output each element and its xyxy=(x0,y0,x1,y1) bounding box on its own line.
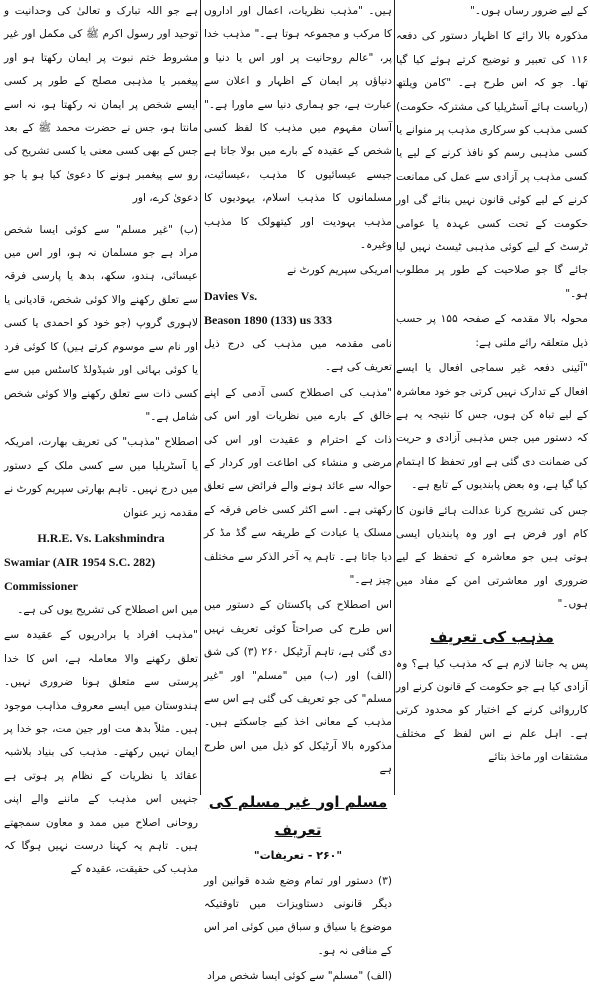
column-divider xyxy=(394,0,395,795)
quote-paragraph: "مذہب افراد یا برادریوں کے عقیدہ سے تعلق رکھنے والا معاملہ ہے، اس کا خدا پرستی سے متعلق ہونا ضروری نہیں۔ ہندوستان میں ایسے معروف مذاہب موجود ہیں۔ مثلاً بدھ مت اور جین مت، جو خدا پر ایمان نہیں رکھتے۔ مذہب کی بنیاد بلاشبہ عقائد یا نظریات کے نظام پر ہوتی ہے جنہیں اس مذہب کے ماننے والے اپنی روحانی اصلاح میں ممد و معاون سمجھتے ہیں۔ تاہم یہ کہنا درست نہیں ہوگا کہ مذہب کی حقیقت، عقیدہ کے xyxy=(4,629,198,876)
quote-paragraph: "آئینی دفعہ غیر سماجی افعال یا ایسے افعال کے تدارک نہیں کرتی جو خود معاشرہ کے لیے تباہ کن ہوں، جس کا نتیجہ یہ ہے کہ دستور میں جس مذہبی آزادی و حریت کی ضمانت دی گئی ہے اور تحفظ کا اہتمام کیا گیا ہے، وہ بعض پابندیوں کے تابع ہے۔ xyxy=(396,362,588,492)
case-citation: Swamiar (AIR 1954 S.C. 282) xyxy=(4,554,156,569)
paragraph: ہے جو اللہ تبارک و تعالیٰ کی وحدانیت و توحید اور رسول اکرم ﷺ کی مکمل اور غیر مشروط ختم نبوت پر ایمان رکھتا ہو اور پیغمبر یا مذہبی مصلح کے طور پر کسی ایسے شخص پر ایمان نہ رکھتا ہو، نہ اسے مانتا ہو، جس نے حضرت محمد ﷺ کے بعد جس کے بھی کسی معنی یا کسی تشریح کی رو سے پیغمبر ہونے کا دعویٰ کیا ہو یا جو دعویٰ کرے، اور xyxy=(4,5,198,205)
paragraph: نامی مقدمہ میں مذہب کی درج ذیل تعریف کی ہے۔ xyxy=(204,337,392,374)
paragraph: (الف) "مسلم" سے کوئی ایسا شخص مراد xyxy=(207,970,392,983)
quote-paragraph: "مذہب کی اصطلاح کسی آدمی کے اپنے خالق کے بارے میں نظریات اور اس کی ذات کے احترام و عقیدت اور اس کی مرضی و منشاء کی اطاعت اور کردار کے حوالہ سے عائد ہونے والے فرائض سے تعلق رکھتی ہے۔ اسے اکثر کسی خاص فرقہ کے مسلک یا عبادت کے طریقہ سے گڈ مڈ کر دیا جاتا ہے۔ تاہم یہ آخر الذکر سے مختلف چیز ہے۔" xyxy=(204,386,392,586)
left-column xyxy=(4,0,198,876)
section-heading: مسلم اور غیر مسلم کی تعریف xyxy=(208,792,388,839)
middle-column xyxy=(204,0,392,983)
case-citation: Davies Vs. xyxy=(204,288,258,303)
paragraph: امریکی سپریم کورٹ نے xyxy=(287,264,392,277)
paragraph: محولہ بالا مقدمہ کے صفحہ ۱۵۵ پر حسب ذیل متعلقہ رائے ملتی ہے: xyxy=(396,313,588,349)
paragraph: مذکورہ بالا رائے کا اظہار دستور کی دفعہ ۱۱۶ کی تعبیر و توضیح کرتے ہوئے کیا گیا تھا۔ جو کہ اس طرح ہے۔ "کامن ویلتھ (ریاست ہائے آسٹریلیا کی مشترکہ حکومت) کسی مذہب کو سرکاری مذہب پر منوانے یا کسی مذہبی رسم کو نافذ کرنے کے لیے یا کسی مذہب پر آزادی سے عمل کی ممانعت کرنے کے لیے کوئی قانون نہیں بنائے گی اور حکومت کے تحت کسی عہدہ یا عوامی ٹرسٹ کے لیے کوئی مذہبی ٹیسٹ نہیں لیا جائے گا جو صلاحیت کے طور پر مطلوب ہو۔" xyxy=(396,30,588,300)
subsection-heading: "۲۶۰ - تعریفات" xyxy=(253,848,343,862)
right-column xyxy=(396,0,588,795)
column-divider xyxy=(200,0,201,795)
quote-paragraph: جس کی تشریح کرنا عدالت ہائے قانون کا کام اور فرض ہے اور وہ پابندیاں ایسی ہوتی ہیں جو معاشرہ کے تحفظ کے لیے ضروری اور معاشرتی امن کے مفاد میں ہوں۔" xyxy=(396,504,588,611)
paragraph: (ب) "غیر مسلم" سے کوئی ایسا شخص مراد ہے جو مسلمان نہ ہو، اور اس میں عیسائی، ہندو، سکھ، بدھ یا پارسی فرقہ سے تعلق رکھنے والا کوئی شخص، قادیانی یا لاہوری گروپ (جو خود کو احمدی یا کسی اور نام سے موسوم کرتے ہیں) کا کوئی فرد یا کوئی بہائی اور شیڈولڈ کاسٹس میں سے کسی ذات سے تعلق رکھنے والا کوئی شخص شامل ہے۔" xyxy=(4,223,198,423)
paragraph: میں اس اصطلاح کی تشریح یوں کی ہے۔ xyxy=(17,603,198,616)
paragraph: (۳) دستور اور تمام وضع شدہ قوانین اور دیگر قانونی دستاویزات میں تاوقتیکہ موضوع یا سیاق و سباق میں کوئی امر اس کے منافی نہ ہو۔ xyxy=(204,874,392,957)
case-citation: Beason 1890 (133) us 333 xyxy=(204,312,333,327)
paragraph: پس یہ جاننا لازم ہے کہ مذہب کیا ہے؟ وہ آزادی کیا ہے جو حکومت کے قانون کرنے اور کارروائی کرنے کے اختیار کو محدود کرتی ہے۔ اہل علم نے اس لفظ کے مختلف مشتقات اور ماخذ بتائے xyxy=(396,657,588,764)
section-heading: مذہب کی تعریف xyxy=(430,627,554,646)
paragraph: کے لیے ضرور رساں ہوں۔" xyxy=(470,5,588,17)
paragraph: ہیں۔ "مذہب نظریات، اعمال اور اداروں کا مرکب و مجموعہ ہوتا ہے۔" مذہب خدا پر، "عالم روحانیت پر اور اس یا دنیا و دنیاؤں پر ایمان کے اظہار و اعلان سے عبارت ہے، جو ہماری دنیا سے ماورا ہے۔" آسان مفہوم میں مذہب کا لفظ کسی شخص کے عقیدہ کے بارے میں بولا جاتا ہے جیسے عیسائیوں کا مذہب ،عیسائیت، مسلمانوں کا مذہب اسلام، یہودیوں کا مذہب یہودیت اور کیتھولک کا مذہب وغیرہ۔ xyxy=(204,5,392,252)
paragraph: اس اصطلاح کی پاکستان کے دستور میں اس طرح کی صراحتاً کوئی تعریف نہیں دی گئی ہے، تاہم آرٹیکل ۲۶۰ (۳) کی شق (الف) اور (ب) میں "مسلم" اور "غیر مسلم" کی جو تعریف کی گئی ہے اس سے مذہب کے معانی اخذ کیے جاسکتے ہیں۔ مذکورہ بالا آرٹیکل کو ذیل میں اس طرح ہے xyxy=(204,599,392,776)
case-citation: H.R.E. Vs. Lakshmindra xyxy=(37,530,165,545)
case-citation: Commissioner xyxy=(4,578,78,593)
paragraph: اصطلاح "مذہب" کی تعریف بھارت، امریکہ یا آسٹریلیا میں سے کسی ملک کے دستور میں درج نہیں۔ تاہم بھارتی سپریم کورٹ نے مقدمہ زیر عنوان xyxy=(4,436,198,519)
